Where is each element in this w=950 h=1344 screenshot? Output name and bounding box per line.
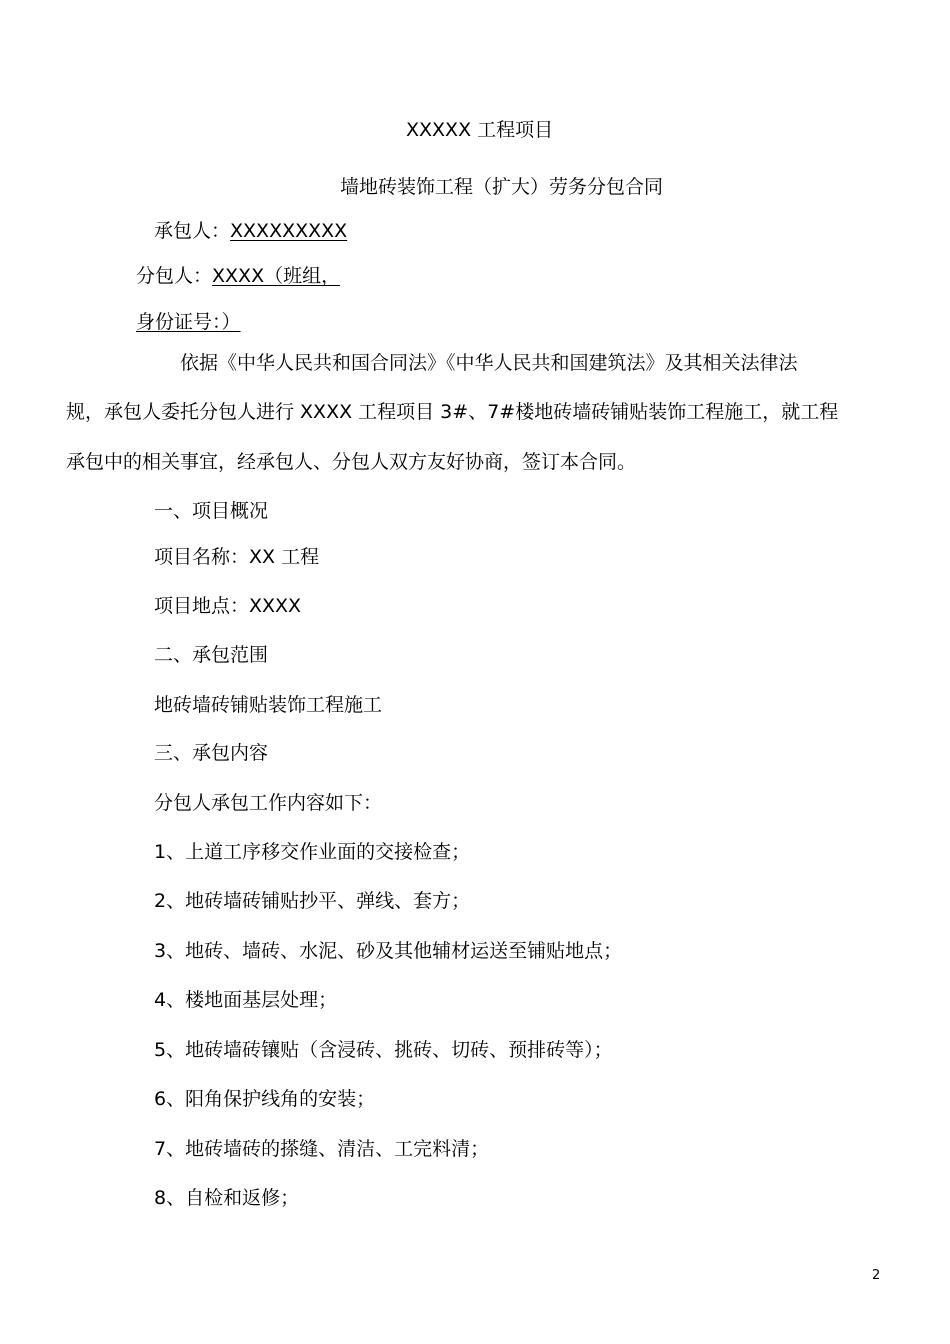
subcontractor-label: 分包人： [136, 265, 213, 287]
section-1-heading: 一、项目概况 [154, 500, 269, 522]
id-number-line: 身份证号：） [136, 311, 241, 333]
subcontractor-line [136, 264, 340, 288]
list-item: 7、地砖墙砖的搽缝、清洁、工完料清； [154, 1138, 490, 1160]
scope-text: 地砖墙砖铺贴装饰工程施工 [154, 694, 383, 716]
intro-line-3: 承包中的相关事宜，经承包人、分包人双方友好协商，签订本合同。 [66, 451, 637, 473]
contractor-value: XXXXXXXXX [230, 220, 348, 242]
section-3-heading: 三、承包内容 [154, 742, 269, 764]
list-item: 4、楼地面基层处理； [154, 989, 338, 1011]
list-item: 8、自检和返修； [154, 1187, 300, 1209]
page-number: 2 [872, 1268, 881, 1283]
intro-line-2: 规，承包人委托分包人进行 XXXX 工程项目 3#、7#楼地砖墙砖铺贴装饰工程施工，就工程 [66, 401, 839, 423]
document-title: XXXXX 工程项目 [406, 119, 554, 141]
list-item: 2、地砖墙砖铺贴抄平、弹线、套方； [154, 890, 471, 912]
contractor-label: 承包人： [154, 220, 231, 242]
section-2-heading: 二、承包范围 [154, 644, 269, 666]
project-name: 项目名称：XX 工程 [154, 546, 320, 568]
subcontractor-value: XXXX（班组， [212, 265, 341, 287]
list-item: 6、阳角保护线角的安装； [154, 1088, 376, 1110]
project-location: 项目地点：XXXX [154, 595, 302, 617]
contractor-line [154, 219, 347, 243]
list-item: 5、地砖墙砖镶贴（含浸砖、挑砖、切砖、预排砖等）； [154, 1039, 613, 1061]
section-3-lead: 分包人承包工作内容如下： [154, 792, 383, 814]
list-item: 1、上道工序移交作业面的交接检查； [154, 841, 471, 863]
list-item: 3、地砖、墙砖、水泥、砂及其他辅材运送至铺贴地点； [154, 940, 623, 962]
document-subtitle: 墙地砖装饰工程（扩大）劳务分包合同 [340, 176, 664, 198]
intro-line-1: 依据《中华人民共和国合同法》《中华人民共和国建筑法》及其相关法律法 [180, 352, 798, 374]
